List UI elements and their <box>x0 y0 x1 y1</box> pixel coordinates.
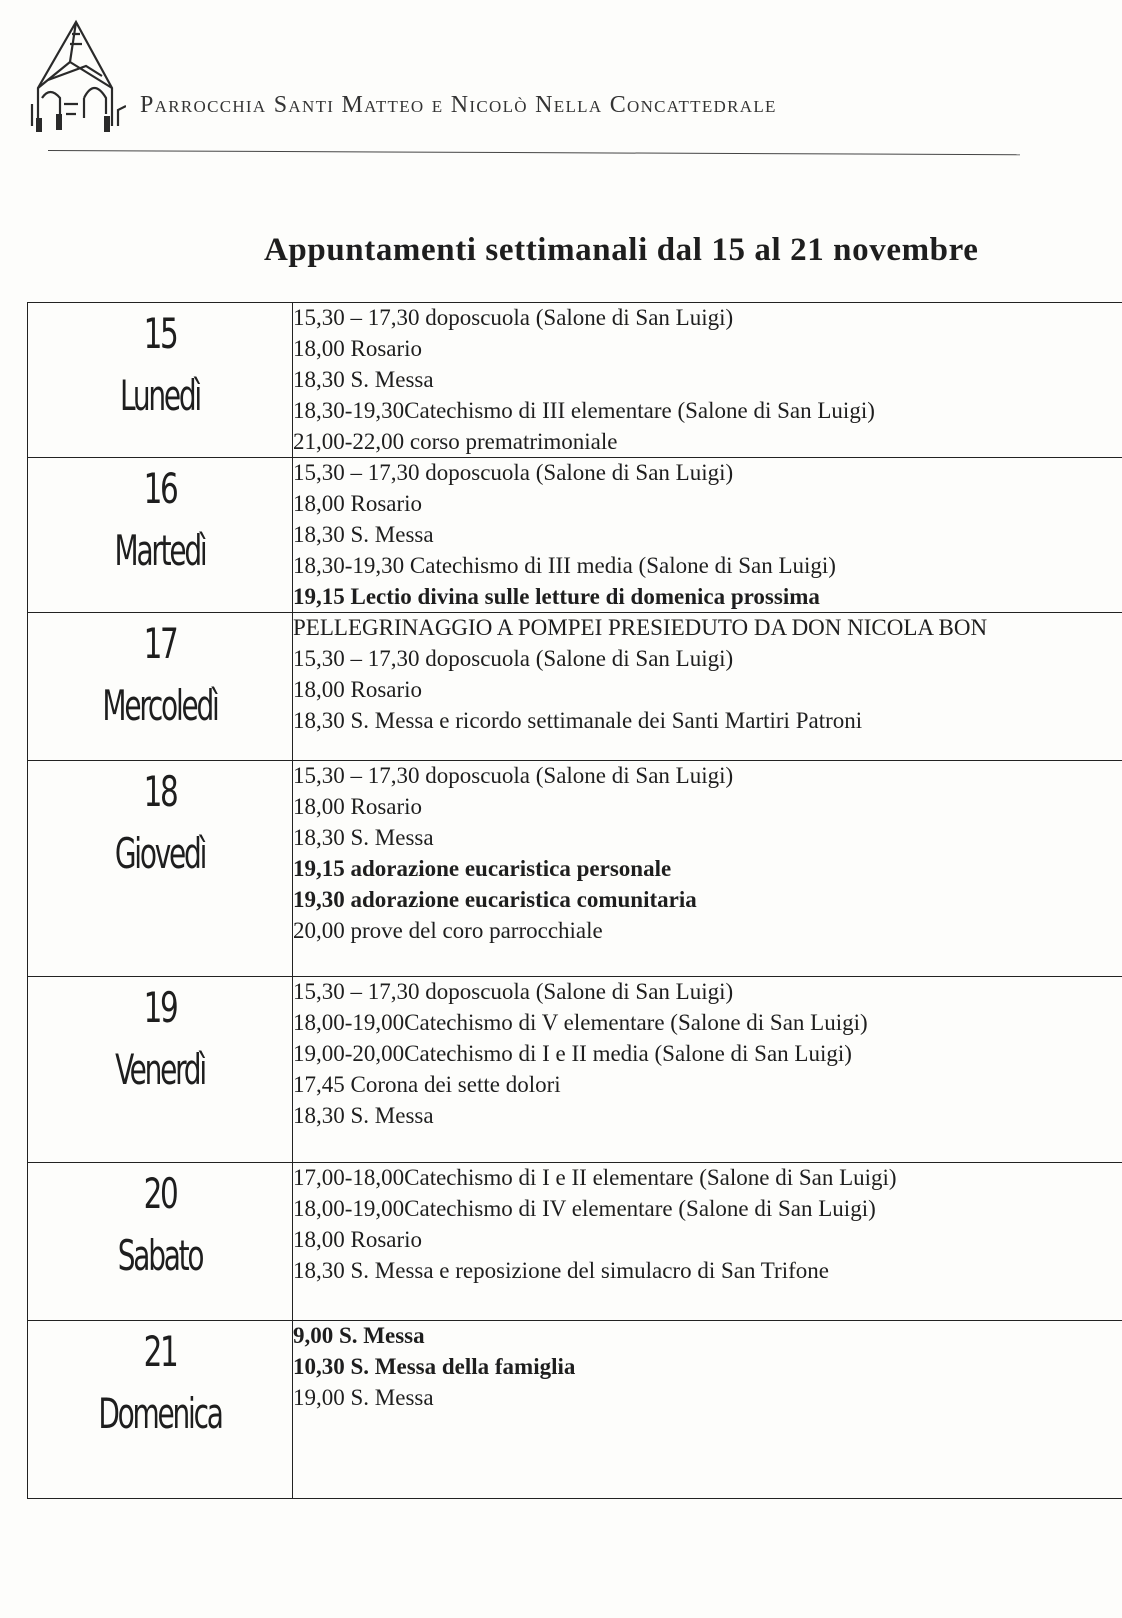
event-line: 19,30 adorazione eucaristica comunitaria <box>293 887 697 912</box>
events-cell <box>293 458 1122 613</box>
day-number: 19 <box>143 983 177 1032</box>
day-number: 17 <box>143 619 177 668</box>
event-line: 18,00-19,00Catechismo di IV elementare (Salone di San Luigi) <box>293 1196 876 1221</box>
table-row <box>28 761 1122 977</box>
event-line: 18,30 S. Messa e ricordo settimanale dei Santi Martiri Patroni <box>293 708 863 733</box>
event-line: 9,00 S. Messa <box>293 1323 425 1348</box>
table-row <box>28 977 1122 1163</box>
weekly-schedule-table <box>27 302 1122 1499</box>
day-cell <box>28 303 293 458</box>
day-cell <box>28 1321 293 1499</box>
event-line: 18,00 Rosario <box>293 794 423 819</box>
event-line: 18,00-19,00Catechismo di V elementare (Salone di San Luigi) <box>293 1010 868 1035</box>
event-line: 15,30 – 17,30 doposcuola (Salone di San Luigi) <box>293 979 734 1004</box>
events-cell <box>293 303 1122 458</box>
event-line: 15,30 – 17,30 doposcuola (Salone di San Luigi) <box>293 646 734 671</box>
events-cell <box>293 1163 1122 1321</box>
events-cell <box>293 977 1122 1163</box>
day-cell <box>28 458 293 613</box>
event-line: 18,30-19,30Catechismo di III elementare (Salone di San Luigi) <box>293 398 875 423</box>
event-line: 18,00 Rosario <box>293 1227 423 1252</box>
table-row <box>28 458 1122 613</box>
event-line: PELLEGRINAGGIO A POMPEI PRESIEDUTO DA DON NICOLA BON <box>293 615 988 640</box>
event-line: 18,00 Rosario <box>293 677 423 702</box>
day-number: 20 <box>143 1169 177 1218</box>
event-line: 18,30 S. Messa <box>293 825 434 850</box>
event-line: 15,30 – 17,30 doposcuola (Salone di San Luigi) <box>293 460 734 485</box>
day-number: 16 <box>143 464 177 513</box>
day-number: 21 <box>143 1327 177 1376</box>
day-name: Venerdì <box>115 1045 205 1094</box>
event-line: 20,00 prove del coro parrocchiale <box>293 918 603 943</box>
event-line: 19,15 Lectio divina sulle letture di domenica prossima <box>293 584 820 609</box>
day-cell <box>28 977 293 1163</box>
table-row <box>28 1321 1122 1499</box>
event-line: 18,00 Rosario <box>293 336 423 361</box>
event-line: 17,45 Corona dei sette dolori <box>293 1072 561 1097</box>
event-line: 18,30 S. Messa e reposizione del simulacro di San Trifone <box>293 1258 829 1283</box>
day-cell <box>28 761 293 977</box>
day-number: 15 <box>143 309 177 358</box>
day-name: Mercoledì <box>102 681 218 730</box>
event-line: 15,30 – 17,30 doposcuola (Salone di San Luigi) <box>293 763 734 788</box>
church-tower-icon <box>26 14 126 136</box>
day-cell <box>28 613 293 761</box>
event-line: 18,30 S. Messa <box>293 367 434 392</box>
event-line: 17,00-18,00Catechismo di I e II elementare (Salone di San Luigi) <box>293 1165 897 1190</box>
day-name: Lunedì <box>120 371 200 420</box>
events-cell <box>293 761 1122 977</box>
event-line: 19,15 adorazione eucaristica personale <box>293 856 672 881</box>
event-line: 10,30 S. Messa della famiglia <box>293 1354 576 1379</box>
events-cell <box>293 1321 1122 1499</box>
day-number: 18 <box>143 767 177 816</box>
table-row <box>28 303 1122 458</box>
event-line: 18,30-19,30 Catechismo di III media (Salone di San Luigi) <box>293 553 836 578</box>
event-line: 19,00-20,00Catechismo di I e II media (Salone di San Luigi) <box>293 1041 852 1066</box>
page-title: Appuntamenti settimanali dal 15 al 21 novembre <box>264 232 979 268</box>
event-line: 19,00 S. Messa <box>293 1385 434 1410</box>
day-name: Sabato <box>117 1231 203 1280</box>
table-row <box>28 613 1122 761</box>
parish-name: Parrocchia Santi Matteo e Nicolò Nella Concattedrale <box>140 92 777 118</box>
day-name: Domenica <box>98 1389 222 1438</box>
day-name: Martedì <box>114 526 206 575</box>
table-row <box>28 1163 1122 1321</box>
day-cell <box>28 1163 293 1321</box>
day-name: Giovedì <box>114 829 206 878</box>
event-line: 18,00 Rosario <box>293 491 423 516</box>
event-line: 18,30 S. Messa <box>293 522 434 547</box>
event-line: 21,00-22,00 corso prematrimoniale <box>293 429 618 454</box>
event-line: 15,30 – 17,30 doposcuola (Salone di San Luigi) <box>293 305 734 330</box>
events-cell <box>293 613 1122 761</box>
header-divider <box>48 150 1020 155</box>
event-line: 18,30 S. Messa <box>293 1103 434 1128</box>
